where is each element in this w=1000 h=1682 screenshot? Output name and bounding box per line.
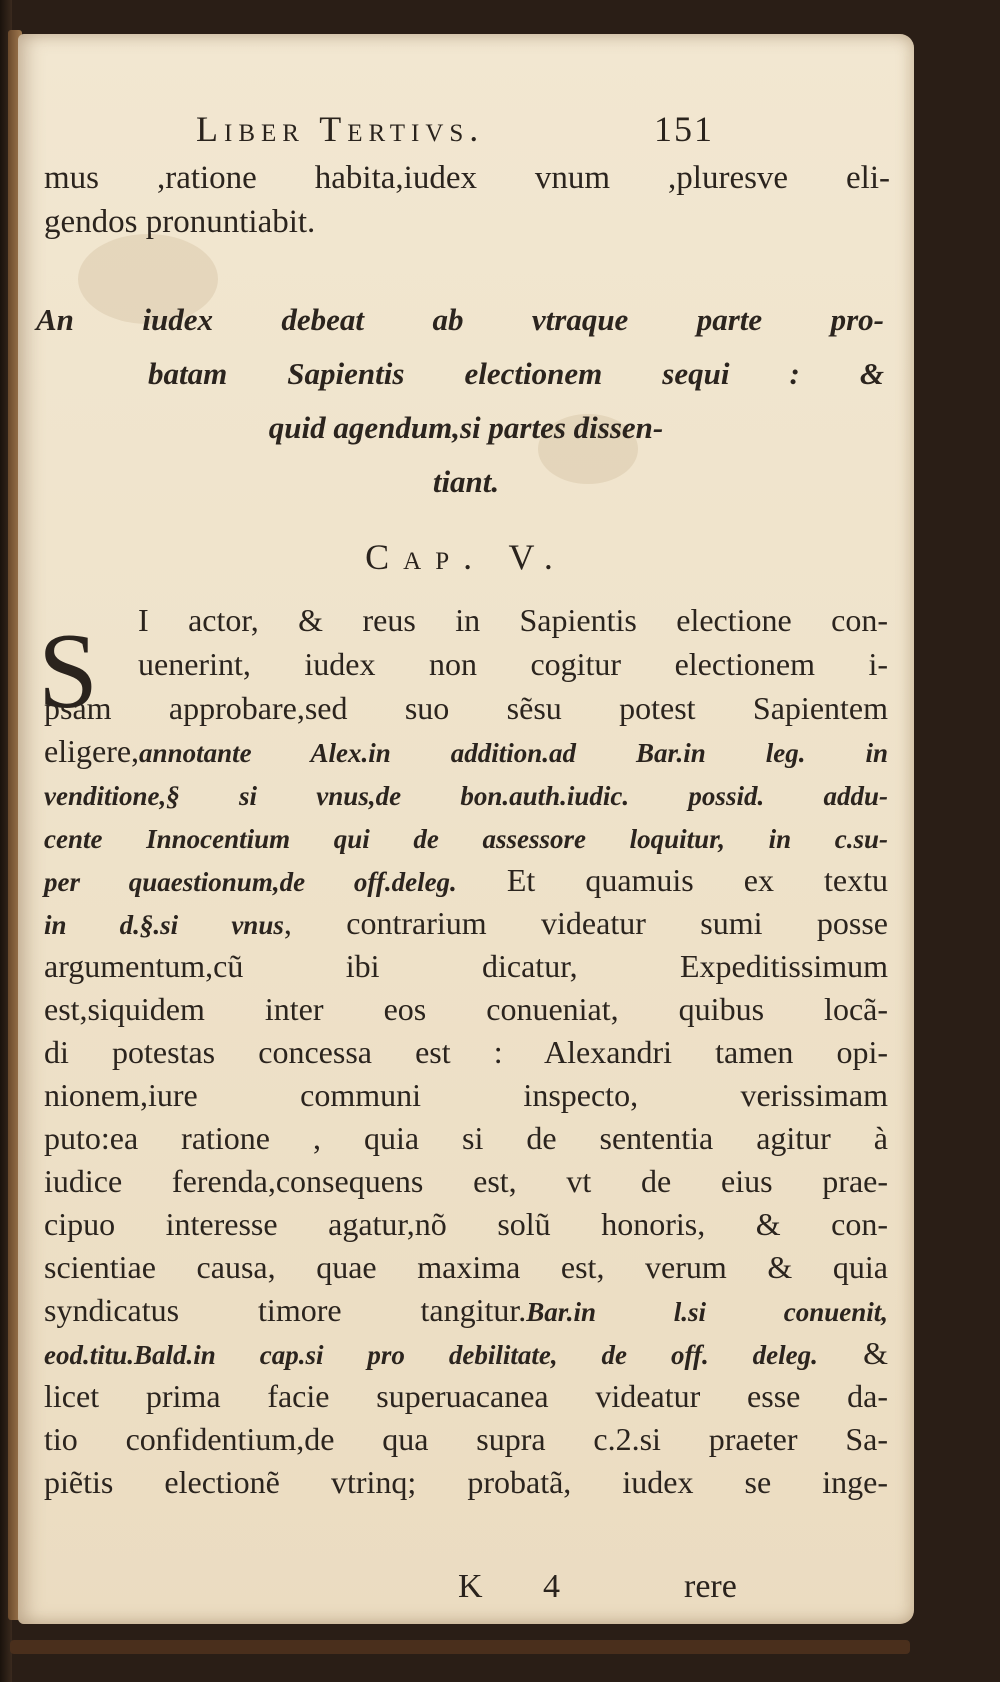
body-line: puto:ea ratione , quia si de sententia agitur à [44,1120,888,1156]
body-line: nionem,iure communi inspecto, verissimam [44,1077,888,1113]
heading-line: quid agendum,si partes dissen- [268,410,664,445]
signature-mark: K 4 [458,1568,587,1605]
body-line: di potestas concessa est : Alexandri tamen opi- [44,1034,888,1070]
heading-line: An iudex debeat ab vtraque parte pro- [36,302,884,337]
body-line: I actor, & reus in Sapientis electione con- [138,602,888,638]
body-line: in d.§.si vnus, contrarium videatur sumi posse [44,905,888,941]
body-line: scientiae causa, quae maxima est, verum & quia [44,1249,888,1285]
body-line: uenerint, iudex non cogitur electionem i- [138,646,888,682]
body-line: cipuo interesse agatur,nõ solũ honoris, & con- [44,1206,888,1242]
book-bottom-edge [10,1640,910,1654]
body-line: venditione,§ si vnus,de bon.auth.iudic. possid. addu- [44,781,888,811]
chapter-heading: Cap. V. [365,537,567,577]
body-line: argumentum,cũ ibi dicatur, Expeditissimum [44,948,888,984]
body-line: eligere,annotante Alex.in addition.ad Bar.in leg. in [44,733,888,769]
body-line: eod.titu.Bald.in cap.si pro debilitate, de off. deleg. & [44,1335,888,1371]
heading-line: batam Sapientis electionem sequi : & [148,356,884,391]
body-line: per quaestionum,de off.deleg. Et quamuis ex textu [44,862,889,898]
page-number: 151 [654,109,714,149]
body-line: cente Innocentium qui de assessore loquitur, in c.su- [44,824,888,854]
body-line: piẽtis electionẽ vtrinq; probatã, iudex se inge- [44,1464,888,1500]
heading-line: tiant. [432,464,500,499]
body-line: psam approbare,sed suo sẽsu potest Sapientem [44,690,888,726]
running-head: Liber Tertivs. [196,109,485,149]
book-page [18,34,914,1624]
drop-cap: S [38,612,99,731]
page-header [18,108,914,158]
body-line: tio confidentium,de qua supra c.2.si praeter Sa- [44,1421,888,1457]
catchword: rere [684,1568,737,1605]
body-line: iudice ferenda,consequens est, vt de eius prae- [44,1163,888,1199]
body-line: syndicatus timore tangitur.Bar.in l.si conuenit, [44,1292,888,1328]
text-line: gendos pronuntiabit. [44,204,316,240]
text-line: mus ,ratione habita,iudex vnum ,pluresve eli- [44,160,890,196]
body-line: licet prima facie superuacanea videatur esse da- [44,1378,888,1414]
body-line: est,siquidem inter eos conueniat, quibus locã- [44,991,888,1027]
